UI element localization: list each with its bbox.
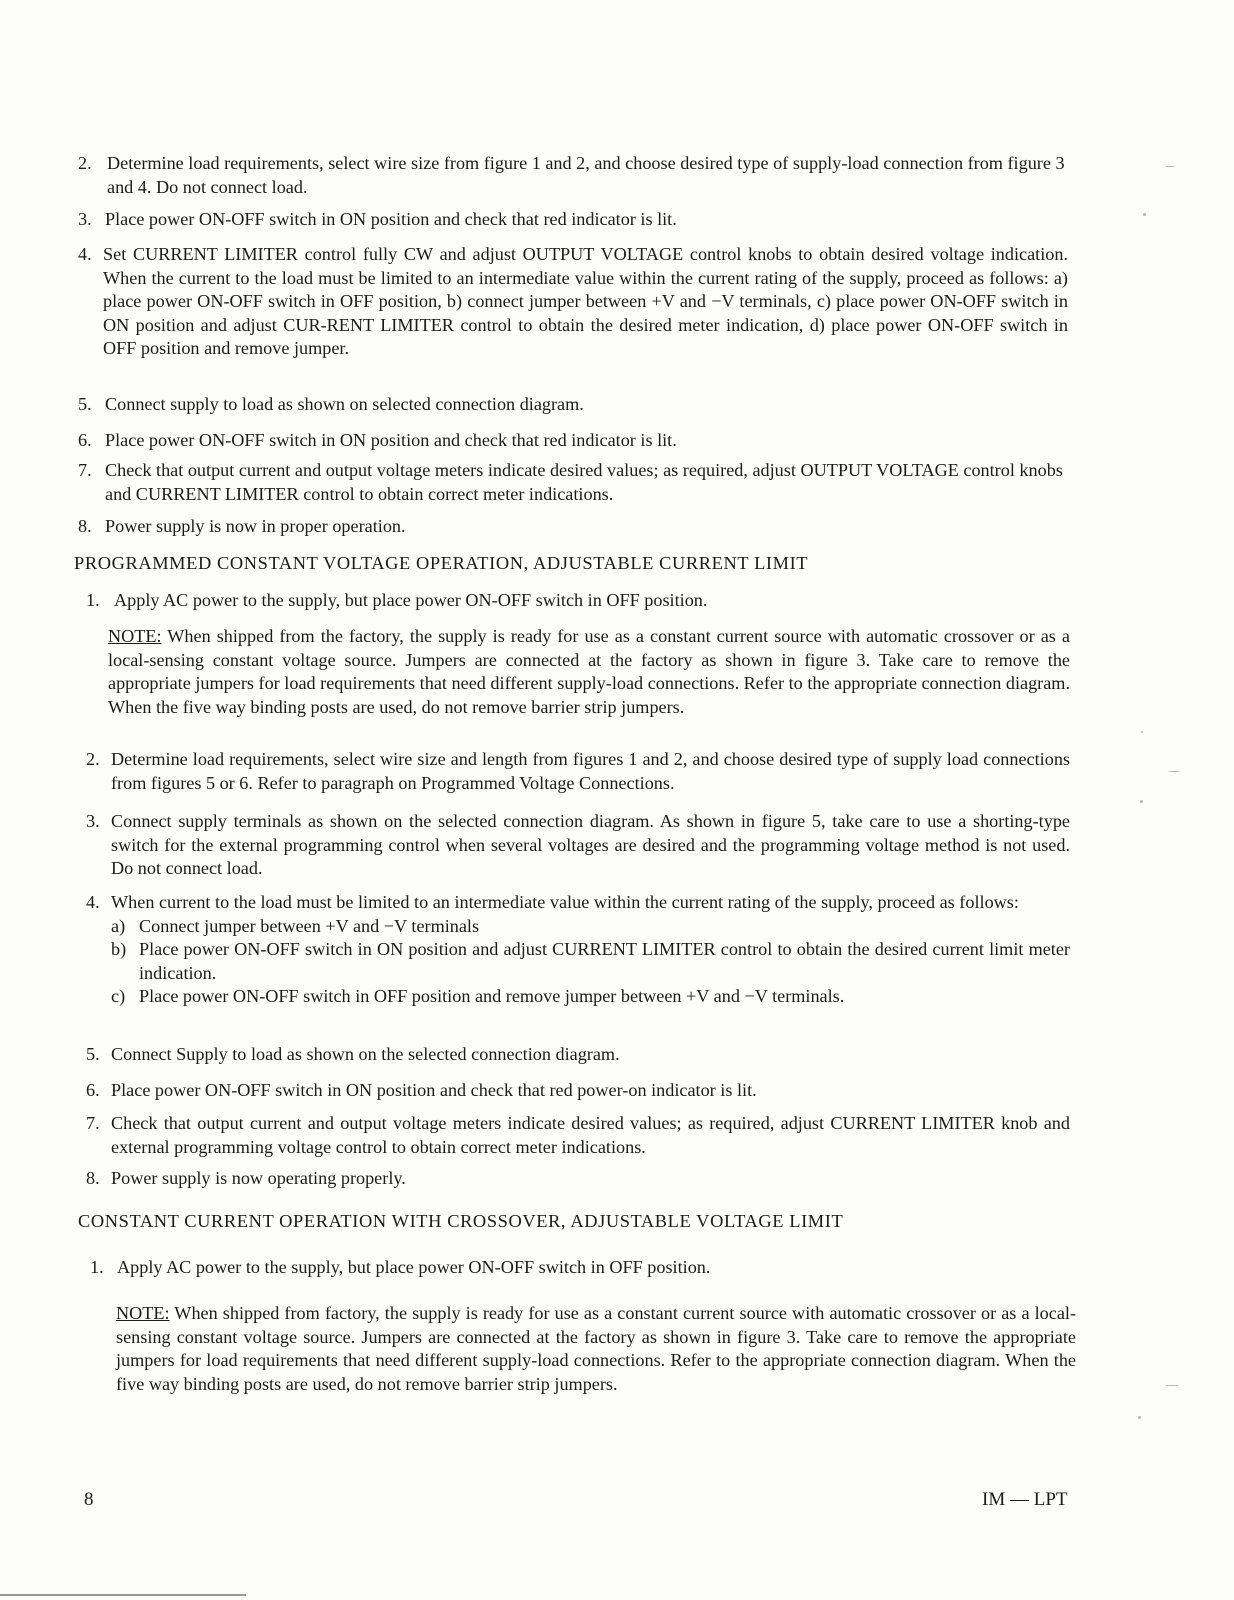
list-item: 2. Determine load requirements, select wire size and length from figures 1 and 2, and choose desired type of supply load connections from figures 5 or 6. Refer to paragraph on Programmed Voltage Connections. <box>86 749 1070 793</box>
scan-edge-rule <box>0 1594 246 1596</box>
list-item: 3. Connect supply terminals as shown on the selected connection diagram. As shown in figure 5, take care to use a shorting-type switch for the external programming control when several voltages are desired and the programming voltage method is not used. Do not connect load. <box>86 811 1070 878</box>
sub-step: a) Connect jumper between +V and −V terminals <box>111 915 480 936</box>
list-item: 1. Apply AC power to the supply, but place power ON-OFF switch in OFF position. <box>90 1257 711 1277</box>
list-item: 1. Apply AC power to the supply, but place power ON-OFF switch in OFF position. <box>86 590 708 610</box>
scan-speck <box>1168 771 1180 772</box>
list-item: 4. Set CURRENT LIMITER control fully CW and adjust OUTPUT VOLTAGE control knobs to obtain desired voltage indication. When the current to the load must be limited to an intermediate value within the current rating of the supply, proceed as follows: a) place power ON-OFF switch in OFF position, b) connect jumper between +V and −V terminals, c) place power ON-OFF switch in ON position and adjust CUR-RENT LIMITER control to obtain the desired meter indication, d) place power ON-OFF switch in OFF position and remove jumper. <box>78 244 1068 358</box>
list-item: 5. Connect Supply to load as shown on the selected connection diagram. <box>86 1044 620 1064</box>
list-item: 7. Check that output current and output voltage meters indicate desired values; as required, adjust CURRENT LIMITER knob and external programming voltage control to obtain correct meter indications. <box>86 1113 1070 1157</box>
sub-step: c) Place power ON-OFF switch in OFF position and remove jumper between +V and −V terminals. <box>111 986 845 1006</box>
list-item: 8. Power supply is now operating properly. <box>86 1168 406 1188</box>
note-paragraph <box>116 1302 1076 1396</box>
document-id: IM — LPT <box>982 1489 1068 1510</box>
sub-step-list <box>111 915 1070 1009</box>
note-text: When shipped from factory, the supply is ready for use as a constant current source with automatic crossover or as a local-sensing constant voltage source. Jumpers are connected at the factory as shown in figure 3. Take care to remove the appropriate jumpers for load requirements that need different supply-load connections. Refer to the appropriate connection diagram. When the five way binding posts are used, do not remove barrier strip jumpers. <box>116 1303 1076 1394</box>
note-label: NOTE: <box>116 1303 170 1323</box>
list-item: 6. Place power ON-OFF switch in ON position and check that red power-on indicator is lit. <box>86 1080 757 1100</box>
note-label: NOTE: <box>108 626 162 646</box>
list-item: 2. Determine load requirements, select wire size from figure 1 and 2, and choose desired type of supply-load connection from figure 3 and 4. Do not connect load. <box>78 153 1065 197</box>
list-item: 8. Power supply is now in proper operation. <box>78 516 406 536</box>
list-item: 3. Place power ON-OFF switch in ON position and check that red indicator is lit. <box>78 209 677 229</box>
section-heading: PROGRAMMED CONSTANT VOLTAGE OPERATION, ADJUSTABLE CURRENT LIMIT <box>74 553 809 573</box>
scan-speck <box>1143 213 1146 216</box>
list-item: 4. When current to the load must be limited to an intermediate value within the current rating of the supply, proceed as follows: a) Connect jumper between +V and −V terminals b) Place power ON-OFF switch in ON position and adjust CURRENT LIMITER control to obtain the desired current limit meter indication. c) Place power ON-OFF switch in OFF position and remove jumper between +V and −V terminals. <box>86 891 1070 1009</box>
sub-step: b) Place power ON-OFF switch in ON position and adjust CURRENT LIMITER control to obtain the desired current limit meter indication. <box>111 939 1070 983</box>
note-paragraph <box>108 625 1070 719</box>
scan-speck <box>1165 1385 1179 1386</box>
section-heading: CONSTANT CURRENT OPERATION WITH CROSSOVER, ADJUSTABLE VOLTAGE LIMIT <box>78 1211 844 1231</box>
scan-speck <box>1165 166 1175 167</box>
scan-speck <box>1141 731 1143 733</box>
list-item: 7. Check that output current and output voltage meters indicate desired values; as required, adjust OUTPUT VOLTAGE control knobs and CURRENT LIMITER control to obtain correct meter indications. <box>78 460 1063 504</box>
scan-speck <box>1140 800 1143 803</box>
note-text: When shipped from the factory, the supply is ready for use as a constant current source with automatic crossover or as a local-sensing constant voltage source. Jumpers are connected at the factory as shown in figure 3. Take care to remove the appropriate jumpers for load requirements that need different supply-load connections. Refer to the appropriate connection diagram. When the five way binding posts are used, do not remove barrier strip jumpers. <box>108 626 1070 717</box>
list-item: 5. Connect supply to load as shown on selected connection diagram. <box>78 394 584 414</box>
scan-speck <box>1138 1416 1141 1419</box>
list-item: 6. Place power ON-OFF switch in ON position and check that red indicator is lit. <box>78 430 677 450</box>
page-number: 8 <box>84 1489 94 1510</box>
